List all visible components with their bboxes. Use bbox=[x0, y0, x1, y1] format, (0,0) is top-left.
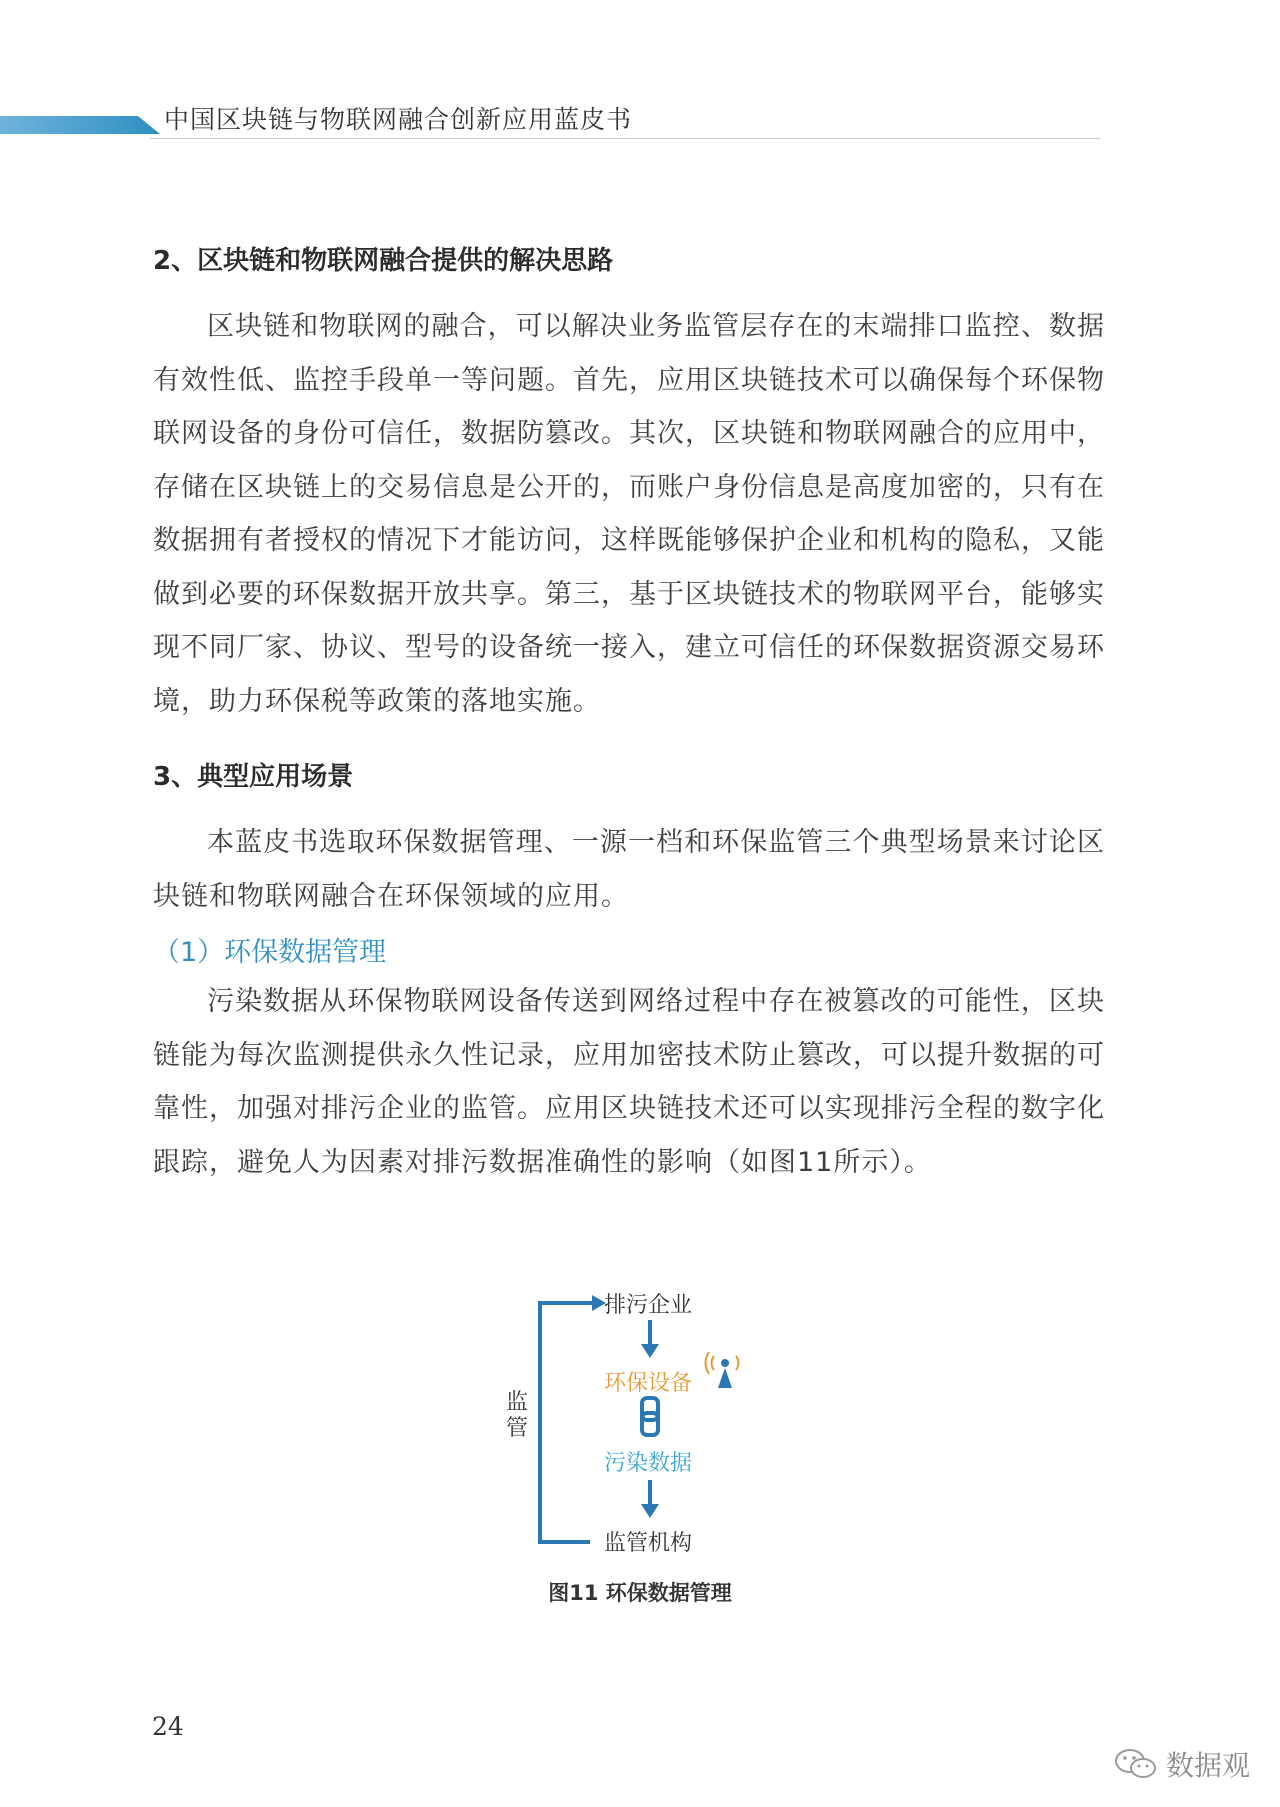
watermark bbox=[1114, 1744, 1250, 1784]
subsection-1-heading: （1）环保数据管理 bbox=[153, 937, 387, 968]
arrow-down-2-head bbox=[641, 1504, 659, 1518]
section-2-paragraph: 区块链和物联网的融合，可以解决业务监管层存在的末端排口监控、数据有效性低、监控手段单一等问题。首先，应用区块链技术可以确保每个环保物联网设备的身份可信任，数据防篡改。其次，区块链和物联网融合的应用中，存储在区块链上的交易信息是公开的，而账户身份信息是高度加密的，只有在数据拥有者授权的情况下才能访问，这样既能够保护企业和机构的隐私，又能做到必要的环保数据开放共享。第三，基于区块链技术的物联网平台，能够实现不同厂家、协议、型号的设备统一接入，建立可信任的环保数据资源交易环境，助力环保税等政策的落地实施。 bbox=[153, 311, 1105, 717]
node-regulator: 监管机构 bbox=[604, 1531, 693, 1556]
antenna-icon bbox=[706, 1352, 739, 1388]
section-2-heading: 2、区块链和物联网融合提供的解决思路 bbox=[153, 246, 614, 276]
node-polluting-enterprise: 排污企业 bbox=[604, 1293, 693, 1318]
arrow-down-1-head bbox=[641, 1344, 659, 1358]
chain-link-icon bbox=[642, 1398, 658, 1435]
header-accent-bar bbox=[0, 116, 160, 134]
page-number: 24 bbox=[152, 1712, 184, 1741]
side-label-supervision: 监管 bbox=[506, 1390, 529, 1441]
subsection-1-paragraph: 污染数据从环保物联网设备传送到网络过程中存在被篡改的可能性，区块链能为每次监测提供永久性记录，应用加密技术防止篡改，可以提升数据的可靠性，加强对排污企业的监管。应用区块链技术还可以实现排污全程的数字化跟踪，避免人为因素对排污数据准确性的影响（如图11所示）。 bbox=[153, 986, 1105, 1178]
section-3-heading: 3、典型应用场景 bbox=[153, 762, 354, 792]
figure-caption: 图11 环保数据管理 bbox=[548, 1581, 732, 1605]
header-title: 中国区块链与物联网融合创新应用蓝皮书 bbox=[164, 105, 633, 134]
node-pollution-data: 污染数据 bbox=[604, 1451, 693, 1476]
node-env-device: 环保设备 bbox=[604, 1371, 693, 1396]
figure-11-diagram bbox=[500, 1280, 780, 1580]
header-divider bbox=[150, 138, 1100, 139]
wechat-icon bbox=[1114, 1747, 1158, 1781]
supervision-bracket bbox=[540, 1303, 593, 1542]
watermark-text: 数据观 bbox=[1165, 1749, 1250, 1782]
section-3-paragraph: 本蓝皮书选取环保数据管理、一源一档和环保监管三个典型场景来讨论区块链和物联网融合在环保领域的应用。 bbox=[153, 827, 1105, 912]
